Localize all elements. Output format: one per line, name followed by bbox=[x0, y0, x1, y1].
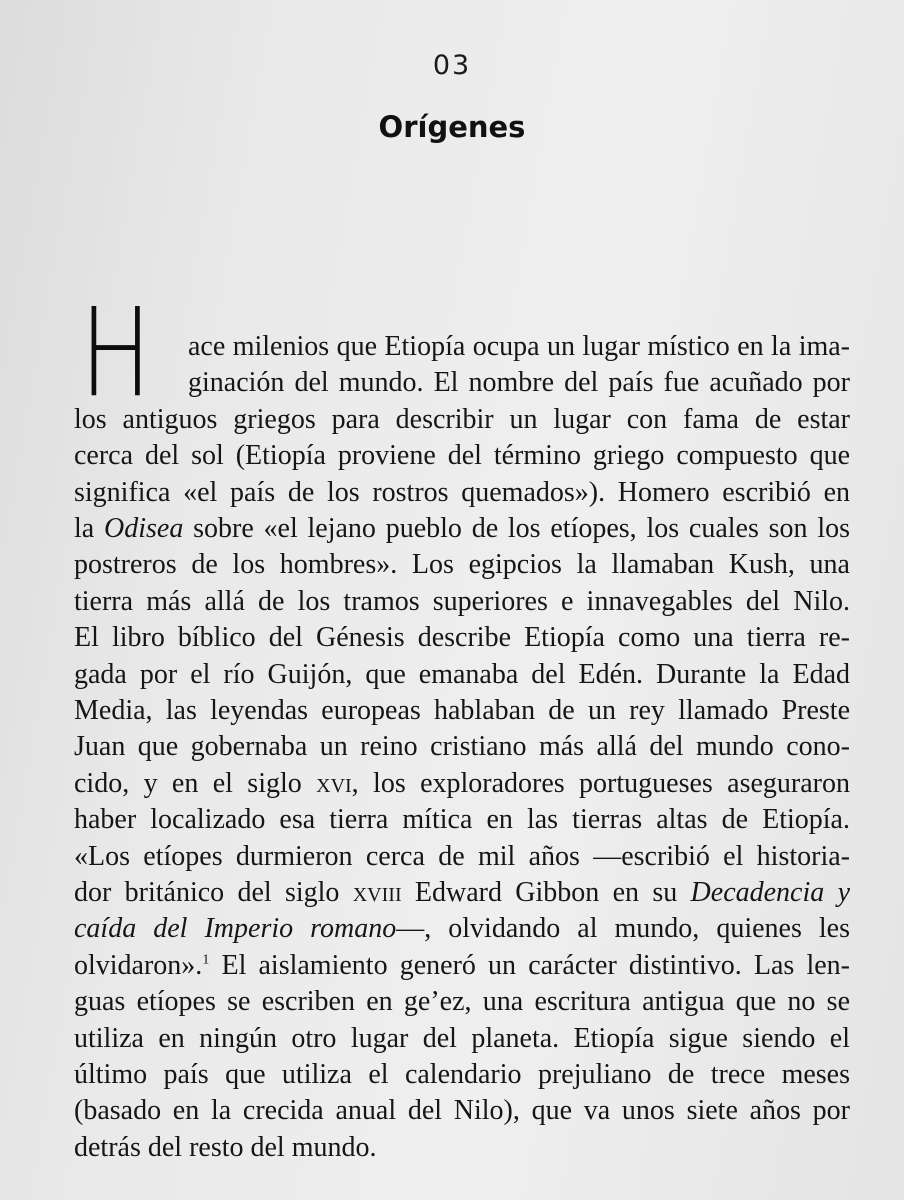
text-segment: —, olvidando al mundo, quienes les bbox=[396, 913, 850, 945]
text-segment: significa «el país de los rostros quemados»). Homero escribió en bbox=[74, 476, 850, 508]
text-line bbox=[188, 365, 850, 401]
text-segment: xvi bbox=[316, 767, 352, 799]
text-line bbox=[74, 475, 850, 511]
text-segment: «Los etíopes durmieron cerca de mil años —escribió el historia- bbox=[74, 840, 850, 872]
text-segment: la bbox=[74, 513, 104, 544]
italic-text: Decadencia y bbox=[690, 877, 850, 908]
text-segment: , los exploradores portugueses aseguraron bbox=[351, 767, 850, 799]
text-line bbox=[74, 1057, 850, 1093]
text-segment: tierra más allá de los tramos superiores e innavegables del Nilo. bbox=[74, 585, 850, 617]
text-line bbox=[74, 984, 850, 1020]
text-segment: ginación del mundo. El nombre del país fue acuñado por bbox=[188, 367, 850, 399]
text-line bbox=[74, 693, 850, 729]
text-segment: haber localizado esa tierra mítica en las tierras altas de Etiopía. bbox=[74, 804, 850, 836]
text-line bbox=[74, 402, 850, 438]
text-segment: gada por el río Guijón, que emanaba del Edén. Durante la Edad bbox=[74, 658, 850, 690]
text-segment: cido, y en el siglo bbox=[74, 767, 317, 799]
text-line bbox=[74, 547, 850, 583]
text-line bbox=[188, 329, 850, 365]
italic-text: caída del Imperio romano bbox=[74, 913, 397, 945]
text-segment: El libro bíblico del Génesis describe Etiopía como una tierra re- bbox=[74, 622, 850, 654]
text-segment: (basado en la crecida anual del Nilo), que va unos siete años por bbox=[74, 1095, 850, 1127]
text-segment: postreros de los hombres». Los egipcios la llamaban Kush, una bbox=[74, 549, 850, 581]
text-segment: dor británico del siglo bbox=[74, 877, 353, 908]
text-line bbox=[74, 657, 850, 693]
text-segment: olvidaron». bbox=[74, 949, 203, 981]
text-segment: cerca del sol (Etiopía proviene del término griego compuesto que bbox=[74, 440, 850, 472]
text-segment: xviii bbox=[352, 877, 402, 908]
chapter-title: Orígenes bbox=[378, 110, 526, 144]
text-line bbox=[74, 1130, 850, 1166]
footnote-ref: 1 bbox=[202, 952, 210, 968]
text-segment: utiliza en ningún otro lugar del planeta. Etiopía sigue siendo el bbox=[74, 1022, 850, 1054]
chapter-number: 03 bbox=[432, 50, 472, 81]
text-segment: El aislamiento generó un carácter distintivo. Las len- bbox=[209, 949, 850, 981]
text-segment: último país que utiliza el calendario prejuliano de trece meses bbox=[74, 1059, 850, 1090]
text-line bbox=[74, 911, 850, 947]
text-line bbox=[74, 1093, 850, 1129]
text-segment: Edward Gibbon en su bbox=[401, 877, 691, 908]
text-line bbox=[74, 511, 850, 547]
text-line bbox=[74, 438, 850, 474]
text-line bbox=[74, 948, 850, 984]
text-line bbox=[74, 1021, 850, 1057]
text-line bbox=[74, 584, 850, 620]
drop-cap: H bbox=[80, 282, 152, 424]
text-segment: ace milenios que Etiopía ocupa un lugar místico en la ima- bbox=[188, 331, 850, 362]
text-line bbox=[74, 620, 850, 656]
text-line bbox=[74, 729, 850, 765]
text-segment: sobre «el lejano pueblo de los etíopes, los cuales son los bbox=[183, 513, 850, 544]
text-segment: detrás del resto del mundo. bbox=[74, 1131, 377, 1163]
text-line bbox=[74, 802, 850, 838]
text-line bbox=[74, 875, 850, 911]
text-line bbox=[74, 839, 850, 875]
text-segment: Media, las leyendas europeas hablaban de un rey llamado Preste bbox=[74, 695, 850, 726]
text-segment: los antiguos griegos para describir un lugar con fama de estar bbox=[74, 403, 850, 435]
text-segment: guas etíopes se escriben en ge’ez, una escritura antigua que no se bbox=[74, 986, 850, 1018]
text-segment: Juan que gobernaba un reino cristiano más allá del mundo cono- bbox=[74, 731, 850, 763]
text-line bbox=[74, 766, 850, 802]
italic-text: Odisea bbox=[104, 513, 184, 544]
